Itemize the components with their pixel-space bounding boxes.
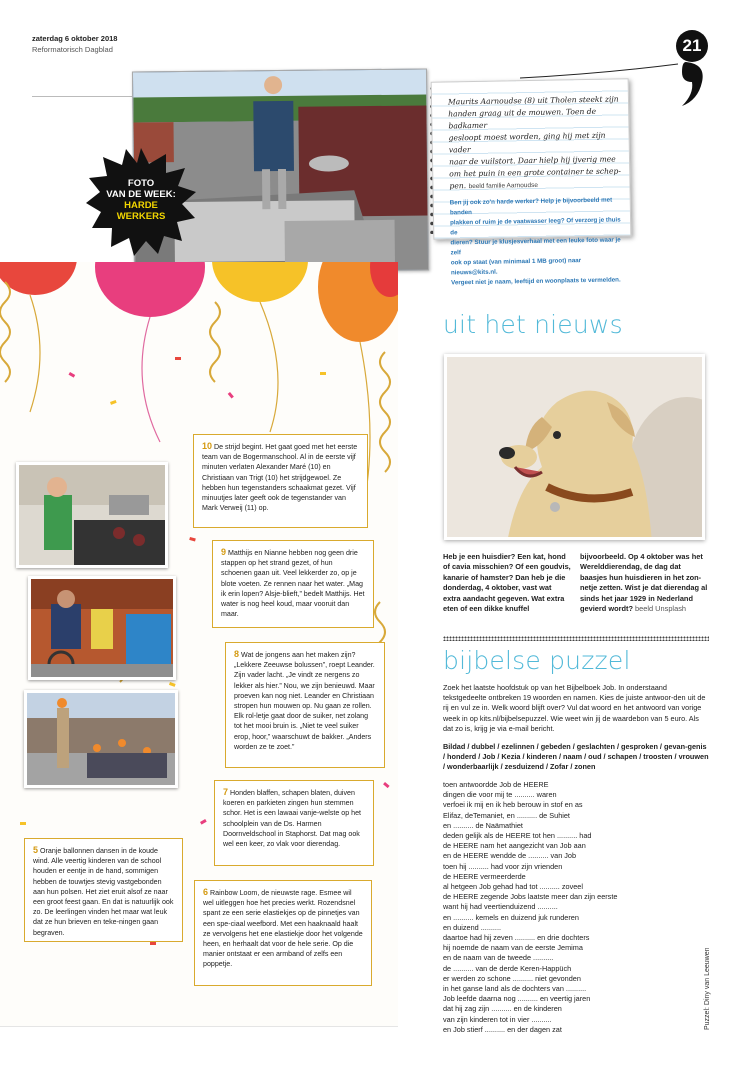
verse-line: want hij had veertienduizend ..........: [443, 902, 558, 912]
verse-line: de HEERE zegende Jobs laatste meer dan zijn eerste: [443, 892, 618, 902]
verse-line: al hetgeen Job gehad had tot .......... zoveel: [443, 882, 583, 892]
issue-date: zaterdag 6 oktober 2018: [32, 34, 118, 43]
photo-caption-note: [431, 78, 632, 287]
section-divider: [443, 636, 709, 641]
story-photo-animals: [28, 576, 176, 680]
verse-line: dat hij zag zijn .......... en de kinderen: [443, 1004, 562, 1014]
verse-line: Elifaz, deTemaniet, en .......... de Suhiet: [443, 810, 570, 820]
photo-caption: Maurits Aarnoudse (8) uit Tholen steekt zijn handen graag uit de mouwen. Toen de badkamer gesloopt moest worden, ging hij met zijn vader naar de vuilstort. Daar hielp hij ijverig mee om het puin in een grote container te schep- pen. beeld familie Aarnoudse: [447, 94, 621, 191]
verse-line: toen antwoordde Job de HEERE: [443, 780, 549, 789]
verse-line: de HEERE vermeerderde: [443, 871, 526, 881]
verse-line: en duizend ..........: [443, 922, 502, 932]
story-9: 9 Matthijs en Nianne hebben nog geen drie stappen op het strand gezet, of hun schoenen gaan uit. Veel lekkerder zo, op je blote voeten. Ze rennen naar het water. „Mag ik erin lopen? Alsje-blieft,” bedelt Matthijs. Het water is nog heel koud, maar vooruit dan maar.: [212, 540, 374, 628]
puzzle-title: bijbelse puzzel: [443, 646, 631, 675]
newspaper-name: Reformatorisch Dagblad: [32, 45, 113, 54]
puzzle-intro: Zoek het laatste hoofdstuk op van het Bijbelboek Job. In onderstaand tekstgedeelte ontbreken 19 woorden en namen. Kies de juiste antwoor-den uit de rij en vul ze in. Welk woord blijft over? Vul dat woord en het antwoord van vorige week in op kits.nl/bijbelsepuzzel. Wie weet win jij de waardebon van 5 euro. Als dat zo is, krijg je via e-mail bericht.: [443, 683, 706, 733]
header-swirl-line: [520, 62, 680, 80]
story-photo-balloons: [24, 690, 178, 788]
verse-line: en Job stierf .......... en der dagen zat: [443, 1024, 562, 1034]
page-comma-ornament: [676, 60, 708, 108]
verse-line: verfoei ik mij en ik heb berouw in stof en as: [443, 800, 583, 810]
verse-line: deden gelijk als de HEERE tot hen .......... had: [443, 831, 592, 841]
verse-line: de HEERE nam het aangezicht van Job aan: [443, 841, 586, 851]
story-8: 8 Wat de jongens aan het maken zijn? „Lekkere Zeeuwse bolussen”, roept Leander. Zijn vader lacht. „Je vindt ze nergens zo lekker als hier.” Nou, we zijn benieuwd. Maar proeven kan nog niet. Leander en Christiaan stropen hun mouwen op. Nu gaan ze rollen. Elk rol-letje gaat door de suiker, net zolang tot het mooi bruin is. „Niet te veel suiker erop, hoor,” waarschuwt de bakker. „Anders worden ze te zoet.”: [225, 642, 385, 768]
verse-line: en .......... kemels en duizend juk runderen: [443, 912, 579, 922]
news-caption-left: Heb je een huisdier? Een kat, hond of cavia misschien? Of een goudvis, kanarie of hamster? Dan heb je die donderdag, 4 oktober, vast wat extra aandacht gegeven. Wat extra eten of een dikke knuffel: [443, 552, 571, 614]
puzzle-word-list: Bildad / dubbel / ezelinnen / gebeden / geslachten / gesproken / gevan-genis / honderd / Job / Kezia / kinderen / naam / oud / schapen / troosten / vrouwen / wonderbaarlijk / zesduizend / Zofar / zonen: [443, 742, 709, 772]
verse-line: en de HEERE wendde de .......... van Job: [443, 851, 577, 861]
photo-credit: beeld familie Aarnoudse: [468, 181, 539, 191]
story-5: 5 Oranje ballonnen dansen in de koude wind. Alle veertig kinderen van de school houden er eentje in de hand, sommigen hebben de touwtjes stevig vastgebonden aan hun polsen. Het ziet eruit alsof ze naar een groot feest gaan. En dat is natuurlijk ook zo. De leerlingen vinden het maar wat leuk dat ze hun brieven en teke-ningen gaan begraven.: [24, 838, 183, 942]
verse-line: en de naam van de tweede ..........: [443, 953, 554, 963]
party-bottom-border: [0, 1026, 398, 1027]
verse-line: er werden zo schone .......... niet gevonden: [443, 973, 581, 983]
news-photo-credit: beeld Unsplash: [635, 604, 686, 614]
verse-line: toen hij .......... had voor zijn vrienden: [443, 861, 563, 871]
verse-line: hij noemde de naam van de eerste Jemima: [443, 943, 583, 953]
header-divider: [32, 96, 132, 97]
news-dog-image: [444, 354, 705, 540]
news-title: uit het nieuws: [443, 310, 623, 339]
verse-line: van zijn kinderen tot in vier ..........: [443, 1014, 552, 1024]
story-6: 6 Rainbow Loom, de nieuwste rage. Esmee wil wel uitleggen hoe het precies werkt. Rozendsnel spant ze een serie elastiekjes op de pinnetjes van een spe-ciaal weefbord. Met een haaknaald haalt ze vervolgens het ene elastiekje door het volgende heen, en herhaalt dat voor de hele serie. Op die manier ontstaat er een armband of zelfs een poppetje.: [194, 880, 372, 986]
photo-of-week-badge-text: FOTO VAN DE WEEK: HARDE WERKERS: [106, 178, 176, 222]
puzzle-credit: Puzzel: Diny van Leeuwen: [704, 947, 711, 1030]
verse-line: daartoe had hij zeven .......... en drie dochters: [443, 933, 590, 943]
verse-line: de .......... van de derde Keren-Happüch: [443, 963, 572, 973]
verse-line: en .......... de Naämathiet: [443, 820, 523, 830]
page-number: 21: [676, 30, 708, 62]
story-7: 7 Honden blaffen, schapen blaten, duiven koeren en parkieten zingen hun stemmen schor. Het is een lawaai vanje-welste op het schoolplein van de Ds. Harmen Doornveldschool in Staphorst. Dat mag ook wel een keer, zo vlak voor dierendag.: [214, 780, 374, 866]
news-caption-right: bijvoorbeeld. Op 4 oktober was het Werelddierendag, de dag dat baasjes hun huisdieren in het zon-netje zetten. Wist je dat dierendag al sinds het jaar 1929 in Nederland gevierd wordt? beeld Unsplash: [580, 552, 708, 614]
verse-line: dingen die voor mij te .......... waren: [443, 790, 557, 800]
verse-line: in het ganse land als de dochters van ..........: [443, 984, 587, 994]
puzzle-verse: [443, 780, 683, 1035]
story-10: 10 De strijd begint. Het gaat goed met het eerste team van de Bogermanschool. Al in de eerste vijf minuten verlaten Alexander Maré (10) en Christiaan van Trigt (10) het strijdgewoel. Ze hebben hun tegenstanders schaakmat gezet. Vijf minuutjes later geeft ook de tegenstander van Mark Verweij (11) op.: [193, 434, 368, 528]
verse-line: Job leefde daarna nog .......... en veertig jaren: [443, 994, 591, 1004]
story-photo-baking: [16, 462, 168, 568]
call-to-action: Ben jij ook zo'n harde werker? Help je bijvoorbeeld met banden plakken of ruim je de vaatwasser leeg? Of verzorg je thuis de dieren? Stuur je klusjesverhaal met een leuke foto waar je zelf ook op staat (van minimaal 1 MB groot) naar nieuws@kits.nl. Vergeet niet je naam, leeftijd en woonplaats te vermelden.: [449, 196, 621, 287]
